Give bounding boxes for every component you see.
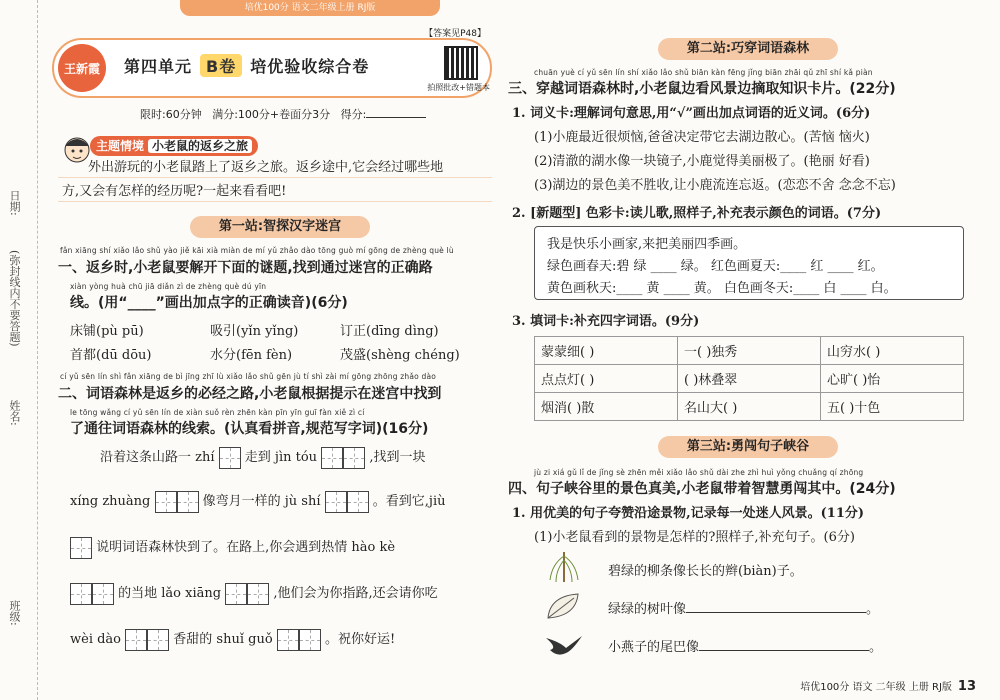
q3-heading: 三、穿越词语森林时,小老鼠边看风景边摘取知识卡片。(22分) [508, 81, 896, 97]
date-label: 日期: [8, 190, 21, 216]
idiom-cell[interactable]: 心旷( )怡 [821, 365, 964, 393]
juan-badge: B卷 [200, 54, 242, 77]
idiom-cell[interactable]: ( )林叠翠 [678, 365, 821, 393]
time-limit: 限时:60分钟 [140, 108, 202, 121]
exam-name: 培优验收综合卷 [250, 57, 370, 76]
willow-icon [544, 550, 584, 584]
exam-header [52, 29, 492, 98]
q1-item[interactable]: 首都(dū dōu) [70, 348, 152, 363]
q1-item[interactable]: 订正(dīng dìng) [340, 324, 439, 339]
q1-pinyin: fǎn xiāng shí xiǎo lǎo shǔ yào jiě kāi xià miàn de mí yǔ zhǎo dào tōng guò mí gōng de zhèng què lù [60, 246, 454, 255]
q2-row-4: 的当地 lǎo xiāng ,他们会为你指路,还会请你吃 [70, 582, 438, 605]
idiom-cell[interactable]: 五( )十色 [821, 393, 964, 421]
writing-grid[interactable] [321, 447, 365, 469]
idiom-table [534, 336, 964, 421]
leaf-icon [544, 590, 584, 624]
score-blank[interactable] [366, 117, 426, 118]
brand-logo: 王新霞 [58, 44, 106, 92]
top-strip: 培优100分 语文二年级上册 RJ版 [180, 0, 440, 16]
class-label: 班级: [8, 600, 21, 626]
leaf-sentence[interactable]: 绿绿的树叶像 。 [608, 602, 880, 617]
q1-item[interactable]: 吸引(yǐn yǐng) [210, 324, 299, 339]
page-footer: 培优100分 语文 二年级 上册 RJ版 13 [800, 679, 976, 694]
q2-row-5: wèi dào 香甜的 shuǐ guǒ 。祝你好运! [70, 628, 395, 651]
q4-sub-1: 1. 用优美的句子夸赞沿途景物,记录每一处迷人风景。(11分) [512, 506, 865, 521]
binding-margin [0, 0, 38, 700]
q2-pinyin: cí yǔ sēn lín shì fǎn xiāng de bì jīng zhī lù xiǎo lǎo shǔ gēn jù tí shì zài mí gōng zhōng zhǎo dào [60, 372, 437, 381]
writing-grid[interactable] [70, 537, 92, 559]
q2-instruction: 了通往词语森林的线索。(认真看拼音,规范写字词)(16分) [70, 421, 429, 437]
writing-grid[interactable] [125, 629, 169, 651]
q3-item[interactable]: (2)清澈的湖水像一块镜子,小鹿觉得美丽极了。(艳丽 好看) [534, 154, 870, 169]
color-fill-line[interactable]: 绿色画春天:碧 绿 ____ 绿。 红色画夏天:____ 红 ____ 红。 [547, 259, 884, 274]
seal-note: (弥封线内不要答题) [8, 250, 21, 347]
full-score: 满分:100分+卷面分3分 [212, 108, 331, 121]
q2-row-2: xíng zhuàng 像弯月一样的 jù shí 。看到它,jiù [70, 490, 446, 513]
qr-code-icon[interactable] [444, 46, 478, 80]
writing-grid[interactable] [219, 447, 241, 469]
q4-pinyin: jù zi xiá gǔ lǐ de jǐng sè zhēn měi xiǎo lǎo shǔ dài zhe zhì huì yǒng chuǎng qí zhōng [534, 468, 864, 477]
idiom-cell[interactable]: 名山大( ) [678, 393, 821, 421]
unit-label: 第四单元 [124, 57, 193, 76]
q1-item[interactable]: 茂盛(shèng chéng) [340, 348, 460, 363]
page-number: 13 [957, 679, 976, 694]
q2-row-1: 沿着这条山路一 zhí 走到 jìn tóu ,找到一块 [100, 446, 425, 469]
swallow-sentence[interactable]: 小燕子的尾巴像 。 [608, 640, 883, 655]
writing-grid[interactable] [70, 583, 114, 605]
swallow-icon [544, 628, 584, 662]
q1-item[interactable]: 水分(fēn fèn) [210, 348, 293, 363]
q1-instruction: 线。(用“____”画出加点字的正确读音)(6分) [70, 295, 348, 311]
name-label: 姓名: [8, 400, 21, 426]
q3-sub-2: 2. [新题型] 色彩卡:读儿歌,照样子,补充表示颜色的词语。(7分) [512, 206, 882, 221]
writing-grid[interactable] [225, 583, 269, 605]
q4-sub-1a: (1)小老鼠看到的景物是怎样的?照样子,补充句子。(6分) [534, 530, 855, 545]
q1-heading: 一、返乡时,小老鼠要解开下面的谜题,找到通过迷宫的正确路 [58, 260, 433, 276]
q3-item[interactable]: (1)小鹿最近很烦恼,爸爸决定带它去湖边散心。(苦恼 恼火) [534, 130, 870, 145]
q1-pinyin-2: xiàn yòng huà chū jiā diǎn zì de zhèng què dú yīn [70, 282, 267, 291]
exam-title [124, 54, 369, 77]
q3-sub-1: 1. 词义卡:理解词句意思,用“√”画出加点词语的近义词。(6分) [512, 106, 871, 121]
color-card-box: 我是快乐小画家,来把美丽四季画。 绿色画春天:碧 绿 ____ 绿。 红色画夏天:____ 红 ____ 红。 黄色画秋天:____ 黄 ____ 黄。 白色画冬天:____ 白 ____ 白。 [534, 226, 964, 300]
exam-meta [140, 106, 426, 122]
left-column [40, 0, 500, 700]
idiom-cell[interactable]: 一( )独秀 [678, 337, 821, 365]
theme-title: 小老鼠的返乡之旅 [148, 139, 252, 153]
intro-text: 外出游玩的小老鼠踏上了返乡之旅。返乡途中,它会经过哪些地 方,又会有怎样的经历呢?一起来看看吧! [58, 154, 492, 206]
theme-label: 主题情境 小老鼠的返乡之旅 [90, 136, 258, 156]
q3-item[interactable]: (3)湖边的景色美不胜收,让小鹿流连忘返。(恋恋不舍 念念不忘) [534, 178, 896, 193]
writing-grid[interactable] [277, 629, 321, 651]
idiom-cell[interactable]: 蒙蒙细( ) [535, 337, 678, 365]
writing-grid[interactable] [325, 491, 369, 513]
writing-grid[interactable] [155, 491, 199, 513]
idiom-cell[interactable]: 烟消( )散 [535, 393, 678, 421]
idiom-cell[interactable]: 山穷水( ) [821, 337, 964, 365]
station-2-title: 第二站:巧穿词语森林 [658, 38, 838, 60]
q1-item[interactable]: 床铺(pù pū) [70, 324, 144, 339]
station-3-title: 第三站:勇闯句子峡谷 [658, 436, 838, 458]
color-fill-line[interactable]: 黄色画秋天:____ 黄 ____ 黄。 白色画冬天:____ 白 ____ 白。 [547, 281, 897, 296]
example-sentence: 碧绿的柳条像长长的辫(biàn)子。 [608, 564, 803, 579]
q3-pinyin: chuān yuè cí yǔ sēn lín shí xiǎo lǎo shǔ biān kàn fēng jǐng biān zhāi qǔ zhī shí kǎ piàn [534, 68, 873, 77]
right-column [508, 0, 988, 700]
answer-ref: 【答案见P48】 [424, 29, 486, 39]
station-1-title: 第一站:智探汉字迷宫 [190, 216, 370, 238]
q3-sub-3: 3. 填词卡:补充四字词语。(9分) [512, 314, 700, 329]
q2-heading: 二、词语森林是返乡的必经之路,小老鼠根据提示在迷宫中找到 [58, 386, 442, 402]
q2-pinyin-2: le tōng wǎng cí yǔ sēn lín de xiàn suǒ rèn zhēn kàn pīn yīn guī fàn xiě zì cí [70, 408, 365, 417]
q4-heading: 四、句子峡谷里的景色真美,小老鼠带着智慧勇闯其中。(24分) [508, 481, 896, 497]
score-label: 得分: [340, 108, 367, 121]
idiom-cell[interactable]: 点点灯( ) [535, 365, 678, 393]
q2-row-3: 说明词语森林快到了。在路上,你会遇到热情 hào kè [70, 536, 395, 559]
qr-caption: 拍照批改+错题本 [427, 83, 490, 92]
